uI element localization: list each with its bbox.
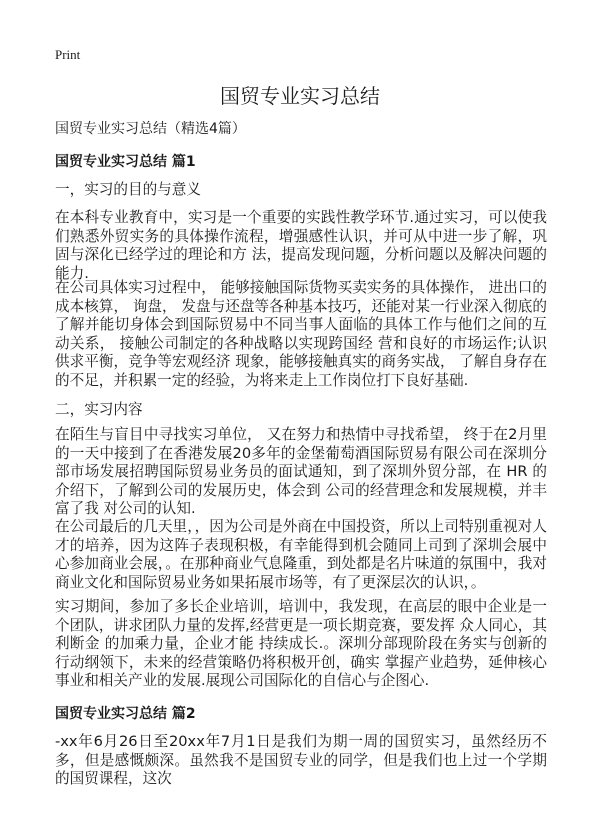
print-link[interactable]: Print: [55, 47, 81, 62]
page-title: 国贸专业实习总结: [220, 84, 380, 108]
paragraph: 实习期间，参加了多长企业培训，培训中，我发现，在高层的眼中企业是一个团队，讲求团队力量的发挥,经营更是一项长期竞赛，要发挥 众人同心，其利断金 的加乘力量，企业才能 持续成长.。深圳分部现阶段在务实与创新的行动纲领下，未来的经营策略仍将积极开创，确实 掌握产业趋势，延伸核心 事业和相关产业的发展.展现公司国际化的自信心与企图心.: [55, 598, 547, 689]
paragraph: 在本科专业教育中，实习是一个重要的实践性教学环节.通过实习，可以使我们熟悉外贸实务的具体操作流程，增强感性认识，并可从中进一步了解，巩固与深化已经学过的理论和方 法，提高发现问题，分析问题以及解决问题的能力.: [55, 209, 547, 282]
paragraph: 在陌生与盲目中寻找实习单位， 又在努力和热情中寻找希望， 终于在2月里的一天中接到了在香港发展20多年的金堡葡萄酒国际贸易有限公司在深圳分部市场发展招聘国际贸易业务员的面试通知，到了深圳外贸分部，在 HR 的介绍下，了解到公司的发展历史，体会到 公司的经营理念和发展规模，并丰富了我 对公司的认知.: [55, 426, 547, 517]
paragraph: 在公司最后的几天里，，因为公司是外商在中国投资，所以上司特别重视对人才的培养，因为这阵子表现积极，有幸能得到机会随同上司到了深圳会展中心参加商业会展，。在那种商业气息隆重，到处都是名片味道的氛围中，我对商业文化和国际贸易业务如果拓展市场等，有了更深层次的认识，。: [55, 518, 547, 591]
subheading-purpose: 一，实习的目的与意义: [55, 181, 201, 198]
document-subtitle: 国贸专业实习总结（精选4篇）: [55, 121, 246, 137]
subheading-content: 二，实习内容: [55, 401, 143, 418]
section-heading-2: 国贸专业实习总结 篇2: [55, 706, 196, 722]
paragraph: 在公司具体实习过程中， 能够接触国际货物买卖实务的具体操作， 进出口的成本核算， 询盘， 发盘与还盘等各种基本技巧，还能对某一行业深入彻底的了解并能切身体会到国际贸易中不同当事人面临的具体工作与他们之间的互动关系， 接触公司制定的各种战略以实现跨国经 营和良好的市场运作;认识供求平衡，竞争等宏观经济 现象，能够接触真实的商务实战， 了解自身存在的不足，并积累一定的经验，为将来走上工作岗位打下良好基础.: [55, 279, 547, 389]
section-heading-1: 国贸专业实习总结 篇1: [55, 154, 196, 170]
paragraph: -xx年6月26日至20xx年7月1日是我们为期一周的国贸实习，虽然经历不多，但是感慨颇深。虽然我不是国贸专业的同学，但是我们也上过一个学期的国贸课程，这次: [55, 733, 547, 787]
